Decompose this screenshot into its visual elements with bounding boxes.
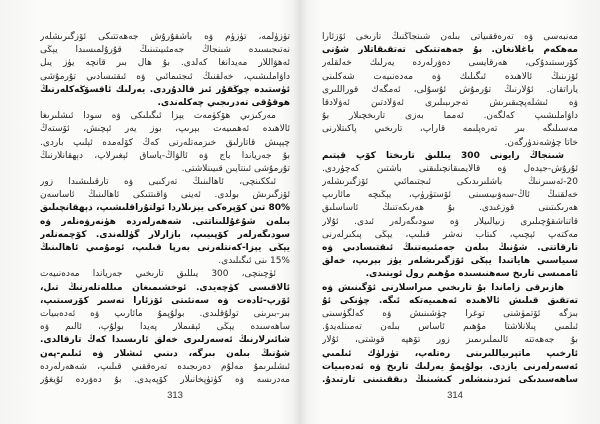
text-line: ئۆزىنىڭ ئالاھىدە ئىگىلىك ۋە مەدەنىيەت شەكلىنى	[322, 71, 578, 82]
text-line: ئۈستىدە چوڭقۇر ئىز قالدۇردى. يەرلىك ئاقسۆڭەكلەرنىڭ	[40, 84, 290, 95]
paragraph	[322, 31, 578, 150]
text-line: تەتقىق قىلىش ئالاھىدە ئەھمىيەتكە ئىگە. چۈنكى ئۇ	[322, 295, 578, 306]
left-page-text	[40, 31, 290, 387]
text-line: ئىلمىي پىلانلاشتا مۇھىم ئاساس بىلەن تەمىنلەيدۇ.	[322, 322, 578, 333]
text-line: داۋاملىشىپ كەلگەن. ئەمما بەزى تارىخچىلار بۇ	[322, 111, 578, 122]
text-line: ھازىرقى زاماندا بۇ تارىخىي مىراسلارنى ئۆگىنىش ۋە	[322, 282, 564, 293]
text-line: بىزگە ئۆتمۈشنى توغرا چۈشىنىش ۋە كەلگۈسىنى	[322, 308, 578, 319]
paragraph	[40, 176, 290, 268]
text-line: شۇنىڭ بىلەن بىرگە، دىنىي ئىشلار ۋە ئىلىم-پەن	[40, 348, 290, 359]
text-line: مەركىزىي ھۆكۈمەت يېزا ئىگىلىكى ۋە سودا ئىشلىرىغا	[40, 111, 276, 122]
text-line: ئۇرۇش-جېدەل ۋە قالايمىقانچىلىقنى باشتىن كەچۈردى.	[322, 163, 578, 174]
text-line: ساھەسىدىكى ئىزدىنىشلەر كىشىنىڭ دىققىتىنى تارتىدۇ.	[322, 374, 578, 385]
text-line: ئالاھىدە ئەھمىيەت بېرىپ، بوز يەر ئېچىش، ئۆستەڭ	[40, 124, 290, 135]
text-line: ھەرىكىتىنى قوزغىدى. بۇ ھەرىكەتنىڭ ئاساسلىق	[322, 203, 578, 214]
text-line: 20-ئەسىرنىڭ باشلىرىدىكى ئىجتىمائىي ئۆزگىرىشلەر	[322, 177, 578, 188]
text-line: شائىرلارنىڭ ئەسەرلىرى خەلق ئارىسىدا كەڭ تارقالدى.	[40, 335, 290, 346]
text-line: مەنبەسى ۋە تەرەققىياتى بىلەن شىنجاڭنىڭ تارىخى ئۆزئارا	[322, 32, 578, 42]
text-line: يېڭى يېزا-كەنتلەرنى بەرپا قىلىپ، ئومۇمىي ئاھالىنىڭ	[40, 243, 290, 253]
text-line: قاتناشقۇچىلىرى زىيالىيلار ۋە سودىگەرلەر ئىدى. ئۇلار	[322, 216, 578, 227]
text-line: مەكتەپ ئېچىپ، كىتاب نەشر قىلىپ، يېڭى پىكىرلەرنى	[322, 229, 578, 240]
text-line: ھوقۇقى تەدرىجىي چەكلەندى.	[157, 97, 290, 108]
text-line: 80% تىن كۆپرەكى يېزىلاردا ئولتۇراقلىشىپ، دېھقانچىلىق	[40, 203, 290, 214]
text-line: ئۈچىنچى، 300 يىللىق تارىخىي جەرياندا مەدەنىيەت	[40, 269, 276, 280]
text-line: مەدرىسە ۋە كۈتۈپخانىلار كۆپەيدى. بۇ دەۋردە ئۇيغۇر	[40, 374, 290, 385]
text-line: چېپىش قاتارلىق خىزمەتلەرنى كەڭ كۆلەمدە ئېلىپ باردى.	[40, 137, 290, 148]
text-line: ئۆزگىرىش بولدى. ئەينى ۋاقىتتىكى ئاھالىنىڭ ئاساسەن	[40, 190, 290, 201]
text-line: داۋاملىشىپ، خەلقنىڭ ئىجتىمائىي ۋە ئىقتىسادىي تۇرمۇشى	[40, 71, 290, 82]
text-line: تۇرمۇشى ئىنتايىن قىيىنلاشتى.	[181, 163, 290, 174]
page-314	[300, 0, 600, 424]
text-line: تۈزۈلمە، تۈزۈم ۋە باشقۇرۇش جەھەتتىكى ئۆزگىرىشلەر	[40, 32, 290, 42]
page-number-right: 314	[447, 390, 463, 401]
right-page-text	[322, 31, 578, 387]
text-line: ياراتقان. ئۇلارنىڭ تۇرمۇش ئۇسۇلى، ئەمگەك قوراللىرى	[322, 84, 578, 95]
paragraph	[322, 282, 578, 388]
text-line: ئەھۋاللار مەيدانغا كەلدى. بۇ ھال بىر قانچە يۈز يىل	[40, 58, 290, 69]
text-line: بىر-بىرىنى تولۇقلىدى. بولۇپمۇ مائارىپ ۋە ئەدەبىيات	[40, 308, 290, 319]
text-line: ئارخىپ ماتېرىياللىرىنى رەتلەپ، تۈرلۈك ئىلمىي	[322, 348, 578, 359]
text-line: خەلقنىڭ ئاڭ-سەۋىيىسىنى ئۆستۈرۈپ، يېڭىچە مائارىپ	[322, 190, 578, 201]
text-line: ئۆرپ-ئادەت ۋە سەنئىتى ئۆزئارا تەسىر كۆرسىتىپ،	[40, 295, 290, 306]
text-line: ئىشلىرىمۇ مەلۇم دەرىجىدە تەرەققىي قىلىپ، شەھەرلەردە	[40, 361, 290, 372]
page-number-left: 313	[167, 390, 183, 401]
text-line: نەتىجىسىدە شىنجاڭ جەمئىيىتىنىڭ قۇرۇلمىسىدا يېڭى	[40, 45, 290, 56]
text-line: بۇ جەھەتتە ئالىملىرىمىز زور تۆھپە قوشتى، ئۇلار	[322, 335, 578, 346]
text-line: مەھكەم باغلانغان. بۇ جەھەتتىكى تەتقىقاتلار شۇنى	[322, 45, 578, 56]
paragraph	[40, 31, 290, 110]
text-line: ۋە ئىشلەپچىقىرىش تەجرىبىلىرى ئەۋلادتىن ئەۋلادقا	[322, 97, 578, 108]
text-line: خاتا چۈشەندۈرگەن.	[504, 137, 578, 148]
text-line: ئالاقىسى كۈچەيدى. ئوخشىمىغان مىللەتلەرنىڭ تىل،	[40, 282, 290, 293]
paragraph	[40, 268, 290, 387]
text-line: 15% ىنى ئىگىلىدى.	[218, 256, 290, 267]
text-line: بىلەن شۇغۇللىناتتى. شەھەرلەردە ھۈنەرۋەنلەر ۋە	[40, 216, 290, 227]
text-line: شىنجاڭ رايونى 300 يىللىق تارىختا كۆپ قېتىم	[322, 150, 564, 161]
text-line: تارقاتتى. شۇنىڭ بىلەن جەمئىيەتنىڭ ئىقتىسادىي ۋە	[322, 243, 578, 253]
text-line: بۇ جەرياندا باج ۋە ئالۋاڭ-ياساق ئېغىرلاپ، دېھقانلارنىڭ	[40, 150, 290, 161]
text-line: كۆرسىتىدۇكى، ھەرقايسى دەۋرلەردە يەرلىك خەلقلەر	[322, 58, 578, 69]
text-line: ئەسەرلەرنى يازدى. بولۇپمۇ يەرلىك تارىخ ۋە ئەدەبىيات	[322, 361, 578, 372]
text-line: مەسىلىگە بىر تەرەپلىمە قاراپ، تارىخىي پاكىتلارنى	[322, 124, 578, 135]
text-line: ئىككىنچى، ئاھالىنىڭ تەركىبى ۋە تارقىلىشىدا زور	[40, 177, 276, 188]
text-line: سىياسىي ھاياتىدا يېڭى ئۆزگىرىشلەر يۈز بېرىپ، خەلق	[322, 256, 578, 267]
text-line: ساھەسىدە يېڭى ئېقىملار پەيدا بولۇپ، ئالىم ۋە	[40, 322, 290, 333]
paragraph	[40, 110, 290, 176]
paragraph	[322, 150, 578, 282]
text-line: ئاممىسى تارىخ سەھنىسىدە مۇھىم رول ئوينىدى.	[365, 269, 578, 280]
text-line: سودىگەرلەر كۆپىيىپ، بازارلار گۈللەندى. كۆچمەنلەر	[40, 229, 290, 240]
